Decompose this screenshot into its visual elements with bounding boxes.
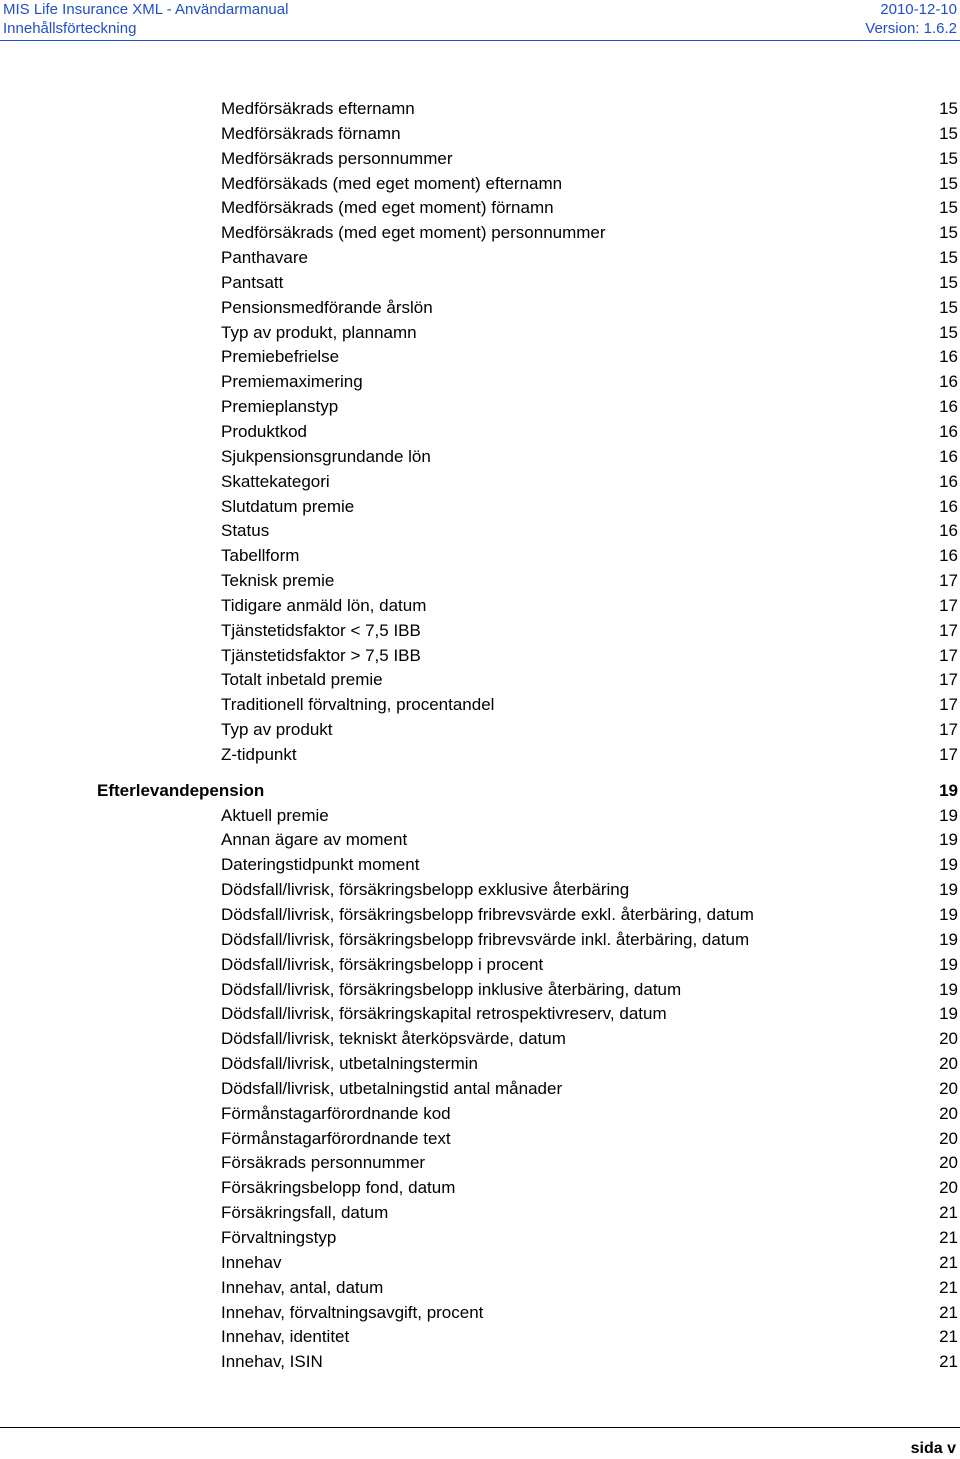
toc-entry-title: Typ av produkt, plannamn [221,323,421,342]
toc-entry-title: Medförsäkrads personnummer [221,149,456,168]
toc-entry[interactable] [221,246,958,271]
toc-entry[interactable] [221,196,958,221]
toc-entry-title: Premiemaximering [221,372,367,391]
toc-entry-title: Försäkringsbelopp fond, datum [221,1178,459,1197]
toc-entry-page: 19 [932,928,958,953]
toc-entry-page: 21 [932,1325,958,1350]
footer-divider [0,1427,960,1428]
toc-entry-page: 17 [932,569,958,594]
toc-entry-page: 20 [932,1151,958,1176]
doc-date: 2010-12-10 [880,1,957,18]
toc-entry[interactable] [221,828,958,853]
toc-entry[interactable] [221,420,958,445]
header-divider [0,40,960,41]
page-header [0,0,960,44]
toc-entry-page: 15 [932,97,958,122]
toc-entry[interactable] [221,878,958,903]
toc-entry-title: Pantsatt [221,273,287,292]
table-of-contents [0,97,960,1375]
toc-entry-page: 15 [932,296,958,321]
toc-entry-page: 17 [932,594,958,619]
toc-entry-page: 19 [932,953,958,978]
section-title: Innehållsförteckning [3,20,137,37]
toc-entry[interactable] [221,718,958,743]
toc-entry-title: Dödsfall/livrisk, försäkringsbelopp exklusive återbäring [221,880,633,899]
toc-entry[interactable] [221,1077,958,1102]
toc-entry-title: Tjänstetidsfaktor < 7,5 IBB [221,621,425,640]
toc-entry-page: 16 [932,370,958,395]
toc-entry-page: 16 [932,519,958,544]
toc-entry-title: Efterlevandepension [97,781,268,800]
toc-entry-page: 21 [932,1301,958,1326]
toc-entry[interactable] [221,1102,958,1127]
toc-entry-title: Premieplanstyp [221,397,342,416]
toc-entry-page: 17 [932,668,958,693]
toc-entry-page: 19 [932,1002,958,1027]
toc-entry-title: Totalt inbetald premie [221,670,387,689]
toc-entry-page: 20 [932,1027,958,1052]
toc-entry-title: Panthavare [221,248,312,267]
toc-entry-page: 16 [932,495,958,520]
toc-entry-page: 16 [932,420,958,445]
toc-entry-title: Medförsäkads (med eget moment) efternamn [221,174,566,193]
toc-entry-title: Dödsfall/livrisk, försäkringskapital retrospektivreserv, datum [221,1004,671,1023]
toc-entry-page: 19 [932,804,958,829]
toc-entry[interactable] [221,1226,958,1251]
toc-entry[interactable] [221,345,958,370]
toc-entry-page: 19 [932,978,958,1003]
toc-entry-page: 20 [932,1176,958,1201]
toc-entry[interactable] [221,1276,958,1301]
toc-entry[interactable] [221,668,958,693]
header-row-top [0,0,960,19]
toc-entry[interactable] [221,271,958,296]
toc-entry[interactable] [221,97,958,122]
toc-entry-title: Medförsäkrads förnamn [221,124,405,143]
toc-entry-title: Status [221,521,273,540]
toc-entry[interactable] [221,903,958,928]
toc-entry-title: Pensionsmedförande årslön [221,298,437,317]
toc-entry[interactable] [221,1201,958,1226]
toc-entry-page: 21 [932,1350,958,1375]
toc-entry[interactable] [221,1301,958,1326]
toc-entry[interactable] [221,1176,958,1201]
toc-entry-page: 15 [932,196,958,221]
toc-entry[interactable] [221,519,958,544]
toc-entry-title: Annan ägare av moment [221,830,411,849]
toc-entry-page: 20 [932,1102,958,1127]
toc-entry-page: 15 [932,122,958,147]
toc-entry-title: Innehav, förvaltningsavgift, procent [221,1303,487,1322]
toc-entry-page: 16 [932,470,958,495]
toc-entry-title: Försäkrads personnummer [221,1153,429,1172]
header-row-bottom [0,19,960,38]
toc-entry-title: Skattekategori [221,472,334,491]
toc-entry-title: Traditionell förvaltning, procentandel [221,695,498,714]
toc-entry-page: 20 [932,1052,958,1077]
toc-entry[interactable] [221,743,958,768]
toc-entry-title: Produktkod [221,422,311,441]
toc-entry[interactable] [221,1350,958,1375]
toc-entry-title: Förmånstagarförordnande text [221,1129,455,1148]
toc-entry-page: 15 [932,246,958,271]
toc-entry-page: 19 [932,853,958,878]
toc-entry-title: Aktuell premie [221,806,333,825]
toc-entry-title: Medförsäkrads (med eget moment) förnamn [221,198,558,217]
toc-entry-title: Z-tidpunkt [221,745,301,764]
toc-entry-title: Medförsäkrads efternamn [221,99,419,118]
toc-entry-page: 19 [932,828,958,853]
toc-entry-title: Medförsäkrads (med eget moment) personnummer [221,223,610,242]
toc-entry[interactable] [221,804,958,829]
toc-entry[interactable] [221,853,958,878]
toc-entry-title: Teknisk premie [221,571,338,590]
toc-entry-page: 17 [932,743,958,768]
toc-entry[interactable] [221,1052,958,1077]
toc-entry[interactable] [221,978,958,1003]
toc-entry[interactable] [221,569,958,594]
toc-entry-page: 16 [932,395,958,420]
doc-title: MIS Life Insurance XML - Användarmanual [3,1,289,18]
toc-entry-page: 15 [932,271,958,296]
toc-entry[interactable] [221,445,958,470]
toc-entry-title: Innehav, ISIN [221,1352,327,1371]
toc-entry-page: 21 [932,1226,958,1251]
toc-entry-page: 20 [932,1077,958,1102]
toc-entry[interactable] [221,1127,958,1152]
toc-entry-page: 15 [932,172,958,197]
doc-version: Version: 1.6.2 [865,20,957,37]
toc-entry[interactable] [221,1151,958,1176]
toc-entry-title: Förvaltningstyp [221,1228,340,1247]
page-number: sida v [910,1440,956,1457]
toc-entry[interactable] [221,693,958,718]
toc-entry-page: 15 [932,321,958,346]
toc-entry-title: Innehav [221,1253,286,1272]
toc-entry-title: Dateringstidpunkt moment [221,855,423,874]
toc-entry-page: 19 [932,903,958,928]
section-gap [0,768,960,779]
toc-entry-title: Förmånstagarförordnande kod [221,1104,455,1123]
toc-entry[interactable] [221,296,958,321]
toc-section-entry[interactable] [97,779,958,804]
toc-entry[interactable] [221,928,958,953]
toc-entry-title: Innehav, identitet [221,1327,353,1346]
toc-entry-page: 16 [932,544,958,569]
toc-entry[interactable] [221,370,958,395]
toc-entry[interactable] [221,1325,958,1350]
toc-entry-title: Sjukpensionsgrundande lön [221,447,435,466]
toc-entry-title: Tidigare anmäld lön, datum [221,596,430,615]
toc-entry-title: Typ av produkt [221,720,337,739]
toc-entry-title: Dödsfall/livrisk, försäkringsbelopp inklusive återbäring, datum [221,980,685,999]
toc-entry-title: Dödsfall/livrisk, utbetalningstermin [221,1054,482,1073]
toc-entry[interactable] [221,147,958,172]
toc-entry-title: Dödsfall/livrisk, tekniskt återköpsvärde, datum [221,1029,570,1048]
toc-entry[interactable] [221,122,958,147]
toc-entry-page: 17 [932,644,958,669]
toc-entry-page: 20 [932,1127,958,1152]
toc-entry-page: 21 [932,1201,958,1226]
toc-entry-page: 17 [932,693,958,718]
toc-entry-page: 16 [932,445,958,470]
toc-entry-title: Dödsfall/livrisk, utbetalningstid antal månader [221,1079,566,1098]
toc-entry[interactable] [221,470,958,495]
toc-entry-page: 19 [932,878,958,903]
toc-entry-title: Tjänstetidsfaktor > 7,5 IBB [221,646,425,665]
toc-entry-page: 17 [932,718,958,743]
toc-entry-page: 15 [932,221,958,246]
toc-entry[interactable] [221,1002,958,1027]
toc-entry[interactable] [221,221,958,246]
toc-entry-title: Dödsfall/livrisk, försäkringsbelopp i procent [221,955,547,974]
toc-entry[interactable] [221,495,958,520]
toc-entry-page: 17 [932,619,958,644]
toc-entry-page: 16 [932,345,958,370]
toc-entry-title: Tabellform [221,546,303,565]
toc-entry[interactable] [221,644,958,669]
toc-entry[interactable] [221,1251,958,1276]
toc-entry-title: Dödsfall/livrisk, försäkringsbelopp fribrevsvärde inkl. återbäring, datum [221,930,753,949]
toc-entry[interactable] [221,395,958,420]
toc-entry-title: Slutdatum premie [221,497,358,516]
toc-entry-title: Försäkringsfall, datum [221,1203,392,1222]
toc-entry[interactable] [221,1027,958,1052]
toc-entry-title: Innehav, antal, datum [221,1278,387,1297]
toc-entry-title: Dödsfall/livrisk, försäkringsbelopp fribrevsvärde exkl. återbäring, datum [221,905,758,924]
toc-entry[interactable] [221,172,958,197]
toc-entry[interactable] [221,594,958,619]
toc-entry[interactable] [221,544,958,569]
toc-entry[interactable] [221,619,958,644]
toc-entry-page: 15 [932,147,958,172]
toc-entry-page: 21 [932,1251,958,1276]
toc-entry-page: 21 [932,1276,958,1301]
toc-entry-title: Premiebefrielse [221,347,343,366]
toc-entry-page: 19 [932,779,958,804]
toc-entry[interactable] [221,321,958,346]
toc-entry[interactable] [221,953,958,978]
